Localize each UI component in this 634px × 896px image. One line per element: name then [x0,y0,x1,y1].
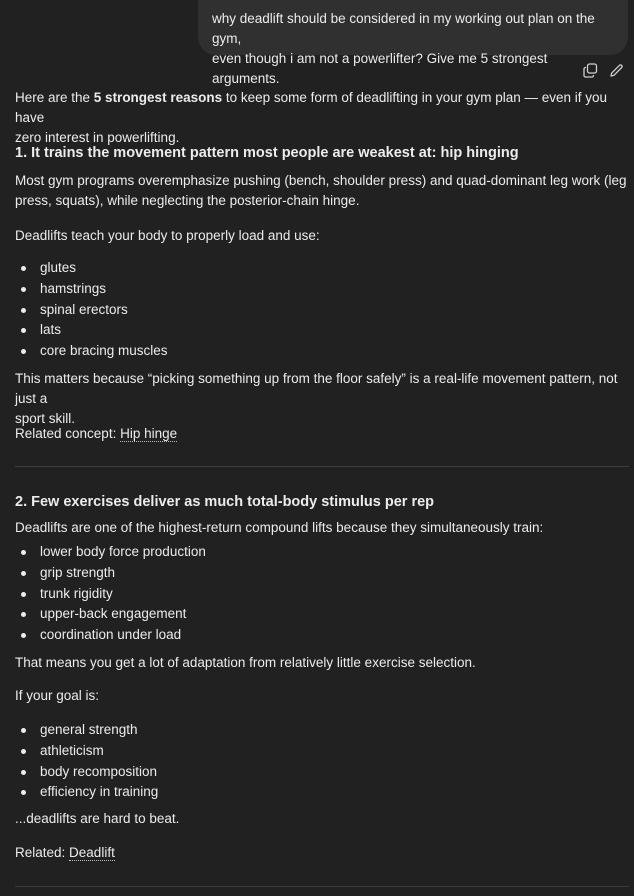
bullet-dot [21,728,26,733]
section-1-paragraph-1 [15,171,627,211]
section-1-paragraph-2: Deadlifts teach your body to properly load and use: [15,228,320,243]
list-item: trunk rigidity [15,584,206,605]
edit-button[interactable] [608,62,624,78]
section-1-p3-line-2: sport skill. [15,411,76,426]
section-1-paragraph-3 [15,369,629,429]
deadlift-link[interactable]: Deadlift [69,845,115,860]
section-1-p1-line-1: Most gym programs overemphasize pushing (bench, shoulder press) and quad-dominant leg work (leg [15,173,627,188]
section-divider [15,886,629,887]
section-1-heading: 1. It trains the movement pattern most people are weakest at: hip hinging [15,145,519,161]
section-2-paragraph-4: ...deadlifts are hard to beat. [15,811,180,826]
section-2-paragraph-2: That means you get a lot of adaptation from relatively little exercise selection. [15,655,476,670]
section-divider [15,466,629,467]
user-message-line-2: even though i am not a powerlifter? Give me 5 strongest arguments. [212,51,548,86]
bullet-dot [21,592,26,597]
intro-suffix: to keep some form of deadlifting in your gym plan — even if you have [15,90,608,125]
bullet-dot [21,287,26,292]
list-item: grip strength [15,563,206,584]
list-item: general strength [15,720,158,741]
list-item: body recomposition [15,762,158,783]
section-2-bullet-list-2 [15,720,158,803]
section-2-bullet-list-1 [15,542,206,646]
list-item: core bracing muscles [15,341,168,362]
list-item: lower body force production [15,542,206,563]
bullet-dot [21,550,26,555]
copy-button[interactable] [582,62,598,78]
bullet-dot [21,749,26,754]
bullet-dot [21,770,26,775]
copy-icon [583,63,598,78]
intro-paragraph [15,88,627,148]
list-item: spinal erectors [15,300,168,321]
section-1-bullet-list [15,258,168,362]
bullet-dot [21,790,26,795]
pencil-icon [609,63,624,78]
hip-hinge-link[interactable]: Hip hinge [120,426,178,441]
bullet-dot [21,571,26,576]
message-actions [582,62,624,78]
intro-prefix: Here are the [15,90,94,105]
bullet-dot [21,266,26,271]
section-2-paragraph-3: If your goal is: [15,688,100,703]
list-item: lats [15,320,168,341]
section-2-heading: 2. Few exercises deliver as much total-body stimulus per rep [15,494,435,510]
list-item: efficiency in training [15,782,158,803]
user-message-line-1: why deadlift should be considered in my working out plan on the gym, [212,11,595,46]
bullet-dot [21,612,26,617]
section-2-paragraph-1: Deadlifts are one of the highest-return compound lifts because they simultaneously train: [15,520,544,535]
section-1-p1-line-2: press, squats), while neglecting the posterior-chain hinge. [15,193,360,208]
intro-bold: 5 strongest reasons [93,90,223,105]
list-item: hamstrings [15,279,168,300]
bullet-dot [21,328,26,333]
bullet-dot [21,349,26,354]
related-label: Related: [15,845,70,860]
user-message-bubble [198,0,628,86]
intro-line-2: zero interest in powerlifting. [15,130,180,145]
list-item: glutes [15,258,168,279]
section-2-related [15,843,115,863]
list-item: upper-back engagement [15,604,206,625]
bullet-dot [21,633,26,638]
bullet-dot [21,308,26,313]
related-label: Related concept: [15,426,121,441]
section-1-p3-line-1: This matters because “picking something up from the floor safely” is a real-life movement pattern, not just a [15,371,618,406]
list-item: athleticism [15,741,158,762]
section-1-related [15,424,177,444]
list-item: coordination under load [15,625,206,646]
